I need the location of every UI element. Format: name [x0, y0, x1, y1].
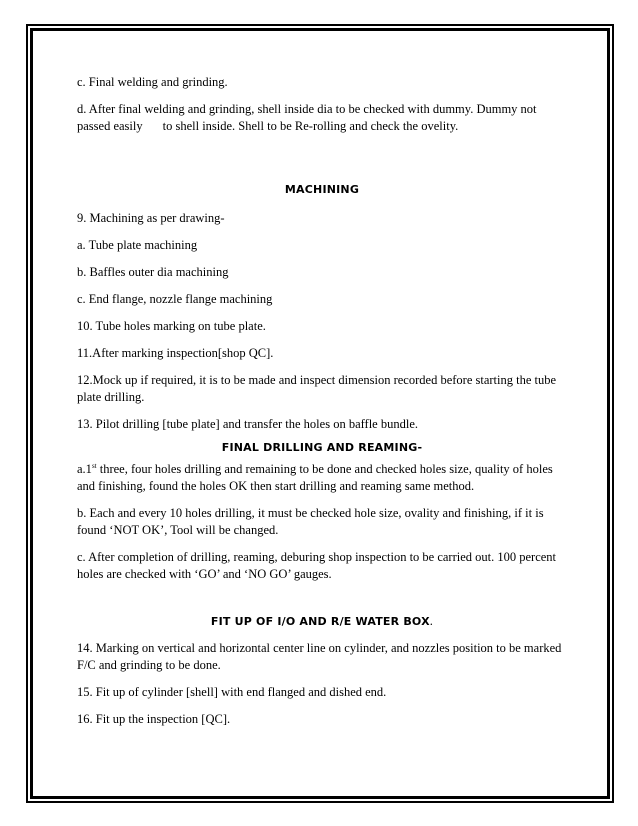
paragraph-mock-up: 12.Mock up if required, it is to be made and inspect dimension recorded before starting the tube plate drilling.: [77, 373, 557, 404]
paragraph-cylinder-fit-up: 15. Fit up of cylinder [shell] with end flanged and dished end.: [77, 685, 387, 699]
paragraph-tube-plate: a. Tube plate machining: [77, 238, 198, 252]
heading-fit-up-text: FIT UP OF I/O AND R/E WATER BOX: [210, 615, 430, 628]
paragraph-dummy-check-part1: d. After final welding and grinding, shell inside dia to be checked with dummy. Dummy not passed easily: [77, 102, 537, 133]
paragraph-every-ten-holes: b. Each and every 10 holes drilling, it must be checked hole size, ovality and finishing, if it is found ‘NOT OK’, Tool will be changed.: [77, 506, 544, 537]
paragraph-inspection-shop-qc: 11.After marking inspection[shop QC].: [77, 346, 274, 360]
paragraph-tube-holes: 10. Tube holes marking on tube plate.: [77, 319, 266, 333]
paragraph-first-holes-prefix: a.1: [77, 462, 92, 476]
paragraph-dummy-check-part2: to shell inside. Shell to be Re-rolling and check the ovelity.: [162, 119, 459, 133]
paragraph-center-line-marking: 14. Marking on vertical and horizontal center line on cylinder, and nozzles position to be marked F/C and grinding to be done.: [77, 641, 562, 672]
paragraph-first-holes: [77, 461, 567, 495]
paragraph-baffles: b. Baffles outer dia machining: [77, 265, 229, 279]
paragraph-pilot-drilling: 13. Pilot drilling [tube plate] and transfer the holes on baffle bundle.: [77, 417, 419, 431]
document-body: [77, 74, 567, 728]
heading-machining: MACHINING: [284, 183, 360, 196]
heading-fit-up-period: .: [429, 614, 434, 628]
heading-final-drilling: FINAL DRILLING AND REAMING-: [221, 441, 423, 454]
paragraph-machining-drawing: 9. Machining as per drawing-: [77, 211, 225, 225]
heading-fit-up-water-box: [77, 613, 567, 630]
paragraph-final-welding: c. Final welding and grinding.: [77, 75, 228, 89]
paragraph-first-holes-text: three, four holes drilling and remaining to be done and checked holes size, quality of holes and finishing, found the holes OK then start drilling and reaming same method.: [77, 462, 553, 493]
paragraph-end-flange: c. End flange, nozzle flange machining: [77, 292, 273, 306]
paragraph-fit-up-inspection: 16. Fit up the inspection [QC].: [77, 712, 231, 726]
ordinal-suffix: st: [91, 461, 97, 470]
paragraph-completion-inspection: c. After completion of drilling, reaming, deburing shop inspection to be carried out. 100 percent holes are checked with ‘GO’ and ‘NO GO’ gauges.: [77, 550, 557, 581]
paragraph-dummy-check: [77, 101, 567, 135]
